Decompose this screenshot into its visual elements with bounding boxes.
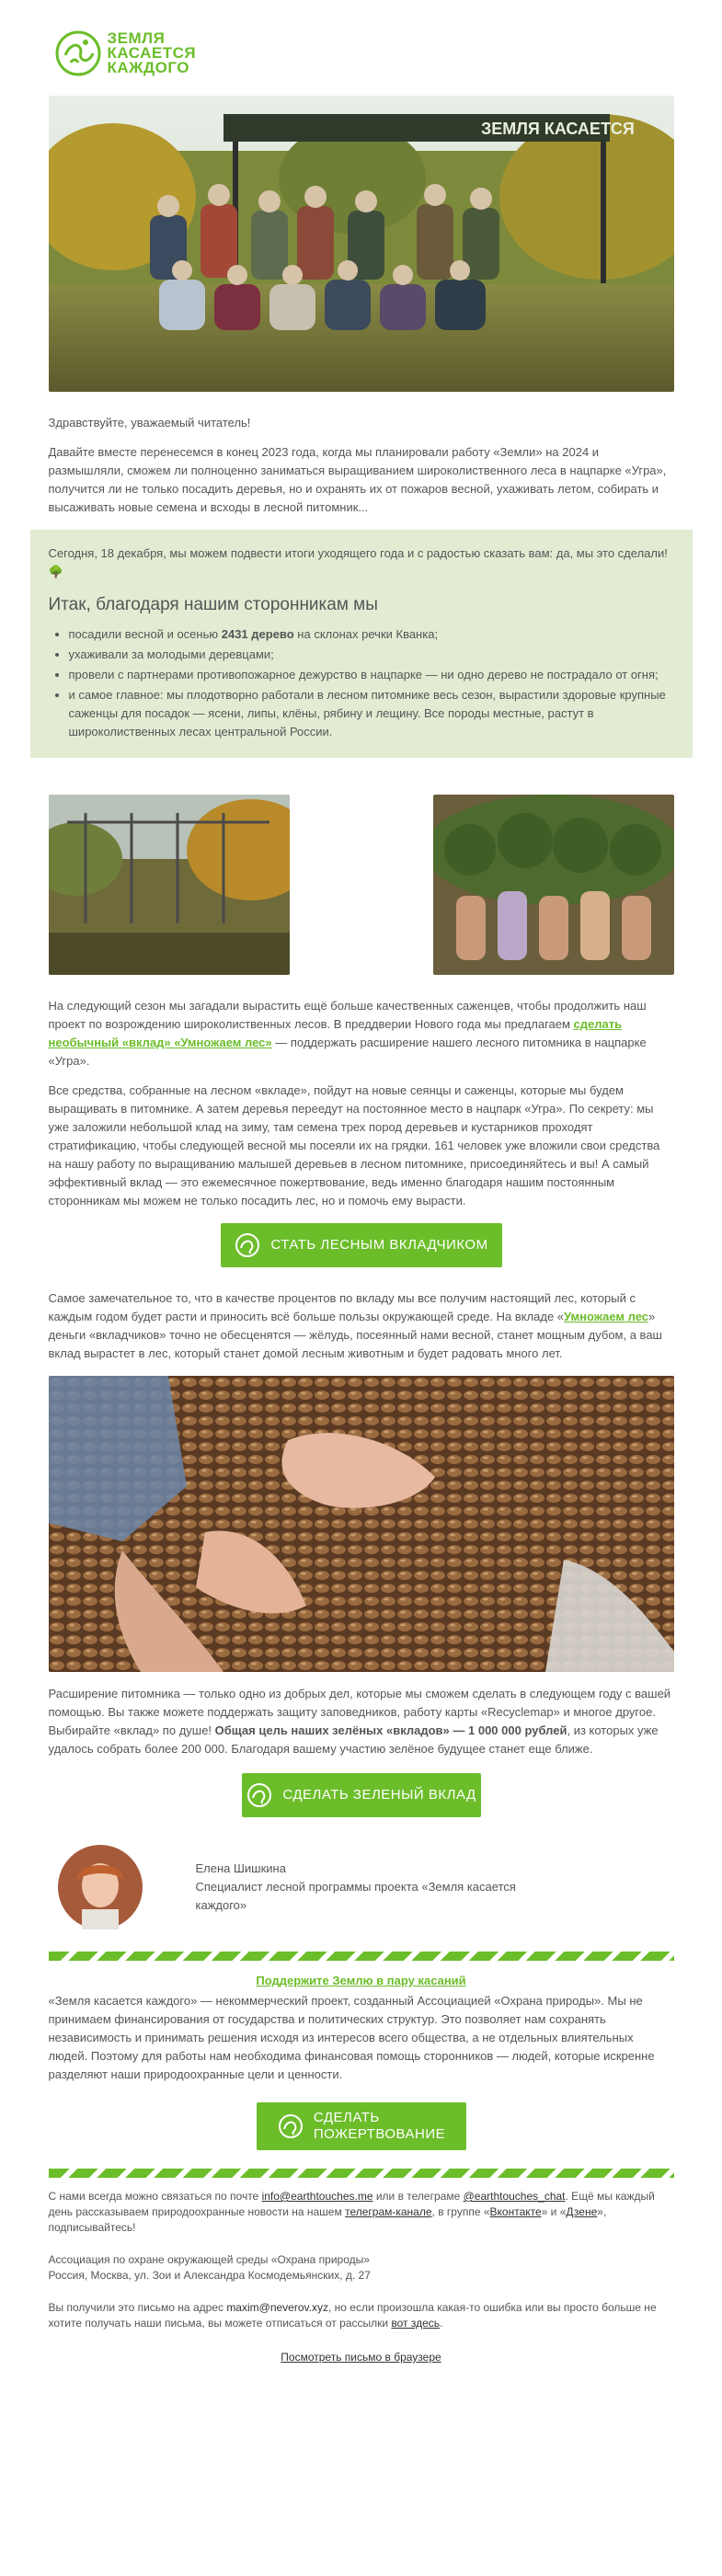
text: , но если произошла какая-то ошибка или вы просто больше не хотите получать наши письма, вы можете отписаться от рассылки	[48, 2301, 657, 2330]
achievements-list	[49, 625, 674, 741]
hand-leaf-icon	[246, 1780, 273, 1811]
support-section	[49, 1972, 674, 2084]
expansion-section	[49, 1685, 674, 1758]
signer-name: Елена Шишкина	[195, 1861, 286, 1875]
greeting-text: Здравствуйте, уважаемый читатель!	[48, 416, 251, 429]
logo-line-1: ЗЕМЛЯ	[107, 29, 166, 47]
forest-deposit-link[interactable]: сделать необычный «вклад» «Умножаем лес»	[48, 1017, 623, 1049]
list-item-text: провели с партнерами противопожарное дежурство в нацпарке — ни одно дерево не пострадало от огня;	[68, 668, 659, 681]
support-title-link[interactable]: Поддержите Землю в пару касаний	[256, 1974, 466, 1987]
list-item	[69, 646, 674, 664]
interest-text	[49, 1289, 674, 1363]
unsubscribe-link[interactable]: вот здесь	[391, 2317, 441, 2330]
telegram-chat-link[interactable]: @earthtouches_chat	[463, 2190, 566, 2203]
make-donation-button[interactable]	[257, 2102, 466, 2150]
become-forest-investor-label: СТАТЬ ЛЕСНЫМ ВКЛАДЧИКОМ	[270, 1237, 488, 1253]
become-forest-investor-button[interactable]	[221, 1223, 502, 1267]
next-season-p1	[49, 997, 674, 1070]
footer	[49, 2189, 674, 2365]
logo[interactable]	[51, 0, 674, 83]
vk-link[interactable]: Вконтакте	[489, 2205, 542, 2218]
saplings-image	[433, 795, 674, 975]
donation-line-2: ПОЖЕРТВОВАНИЕ	[313, 2126, 446, 2142]
text: Вы получили это письмо на адрес	[48, 2301, 227, 2314]
hand-leaf-icon	[277, 2111, 304, 2142]
summary-lead: Сегодня, 18 декабря, мы можем подвести итоги уходящего года и с радостью сказать вам: да, мы это сделали! 🌳	[48, 546, 668, 578]
make-green-deposit-label: СДЕЛАТЬ ЗЕЛЕНЫЙ ВКЛАД	[282, 1787, 476, 1803]
unsubscribe-text	[49, 2300, 674, 2331]
text: », подписывайтесь!	[48, 2205, 607, 2234]
make-donation-label	[314, 2110, 445, 2143]
telegram-channel-link[interactable]: телеграм-канале	[345, 2205, 432, 2218]
text: Расширение питомника — только одно из добрых дел, которые мы сможем сделать в следующем году с вашей помощью. Вы также можете поддержать защиту заповедников, работу карты «Recyclemap» и многое другое. Выбирайте «вклад» по душе!	[48, 1687, 671, 1737]
cta-2-wrap	[49, 1773, 674, 1817]
next-season-section	[49, 997, 674, 1210]
list-item	[69, 666, 674, 684]
recipient-address: maxim@neverov.xyz	[226, 2301, 328, 2314]
avatar	[58, 1845, 143, 1929]
earth-hand-logo-icon	[52, 28, 104, 79]
text: С нами всегда можно связаться по почте	[48, 2190, 262, 2203]
summary-block	[30, 530, 693, 758]
list-item-text: посадили весной и осенью	[68, 627, 222, 641]
footer-contacts	[49, 2189, 674, 2236]
list-item	[69, 625, 674, 644]
expansion-text	[49, 1685, 674, 1758]
interest-section	[49, 1289, 674, 1363]
text: . Ещё мы каждый день рассказываем природоохранные новости на нашем	[48, 2190, 655, 2218]
view-in-browser-link[interactable]: Посмотреть письмо в браузере	[281, 2351, 441, 2364]
text: » деньги «вкладчиков» точно не обесценятся — жёлудь, посеянный нами весной, станет мощным дубом, а ваш вклад вырастет в лес, который станет домой лесным животным и будет радовать много лет.	[48, 1310, 662, 1360]
text: — поддержать расширение нашего лесного питомника в нацпарке «Угра».	[48, 1036, 647, 1068]
greeting-section	[49, 414, 674, 517]
dzen-link[interactable]: Дзене	[566, 2205, 598, 2218]
team-photo-image	[49, 96, 674, 392]
nursery-greenhouse-image	[49, 795, 290, 975]
logo-line-2: КАСАЕТСЯ	[107, 44, 197, 62]
list-item-text: и самое главное: мы плодотворно работали в лесном питомнике весь сезон, вырастили здоровые крупные саженцы для посадок — ясени, липы, клёны, рябину и лещину. Все породы местные, растут в широколиственных лесах центральной России.	[68, 688, 666, 738]
logo-wordmark	[108, 31, 197, 75]
logo-line-3: КАЖДОГО	[107, 59, 189, 76]
donation-line-1: СДЕЛАТЬ	[313, 2110, 380, 2125]
next-season-p2: Все средства, собранные на лесном «вкладе», пойдут на новые сеянцы и саженцы, которые мы будем выращивать в питомнике. А затем деревья переедут на постоянное место в нацпарк «Угра». По секрету: мы уже заложили небольшой клад на зиму, там семена трех пород деревьев и кустарников проходят стратификацию, чтобы следующей весной мы посеяли их на грядки. 161 человек уже вложили свои средства на нашу работу по выращиванию малышей деревьев в лесном питомнике, присоединяйтесь и вы! А самый эффективный вклад — это ежемесячное пожертвование, ведь именно благодаря нашим постоянным сторонникам мы можем не только посадить лес, но и помочь ему вырасти.	[48, 1083, 660, 1208]
cta-3-wrap	[49, 2102, 674, 2150]
signature	[49, 1845, 674, 1929]
text: .	[440, 2317, 443, 2330]
goal-bold: Общая цель наших зелёных «вкладов» — 1 000 000 рублей	[214, 1723, 567, 1737]
text: На следующий сезон мы загадали вырастить ещё больше качественных саженцев, чтобы продолжить наш проект по возрождению широколиственных лесов. В преддверии Нового года мы предлагаем	[48, 999, 647, 1031]
list-item-text: на склонах речки Кванка;	[293, 627, 439, 641]
intro-text: Давайте вместе перенесемся в конец 2023 года, когда мы планировали работу «Земли» на 2024 и размышляли, сможем ли полноценно заниматься выращиванием широколиственного леса в нацпарке «Угра», получится ли не только посадить деревья, но и охранять их от пожаров весной, ухаживать летом, собирать и высаживать новые семена и всходы в лесной питомник...	[48, 445, 667, 514]
hands-with-acorns-image	[49, 1376, 674, 1672]
hand-leaf-icon	[234, 1230, 261, 1261]
text: или в телеграме	[372, 2190, 464, 2203]
multiply-forest-link[interactable]: Умножаем лес	[564, 1310, 648, 1323]
list-item-text: ухаживали за молодыми деревцами;	[68, 647, 274, 661]
summary-heading: Итак, благодаря нашим сторонникам мы	[48, 595, 378, 614]
org-name: Ассоциация по охране окружающей среды «Охрана природы»	[48, 2253, 370, 2266]
support-text: «Земля касается каждого» — некоммерческий проект, созданный Ассоциацией «Охрана природы». Мы не принимаем финансирования от государства и политических структур. Это позволяет нам сохранять независимость и принимать решения исходя из интересов всего общества, а не отдельных влиятельных людей. Поэтому для работы нам необходима финансовая помощь сторонников — людей, которые искренне разделяют наши природоохранные цели и ценности.	[48, 1994, 655, 2081]
nursery-photos	[49, 795, 674, 975]
dashed-divider	[49, 1952, 674, 1961]
cta-1-wrap	[49, 1223, 674, 1267]
signature-text	[196, 1860, 564, 1915]
list-item-bold: 2431 дерево	[221, 627, 294, 641]
seeds-photo	[49, 1376, 674, 1672]
email-link[interactable]: info@earthtouches.me	[261, 2190, 373, 2203]
org-address: Россия, Москва, ул. Зои и Александра Космодемьянских, д. 27	[48, 2269, 371, 2282]
text: » и «	[541, 2205, 567, 2218]
text: , в группе «	[431, 2205, 490, 2218]
hero-photo	[49, 96, 674, 392]
make-green-deposit-button[interactable]	[242, 1773, 481, 1817]
text: Самое замечательное то, что в качестве процентов по вкладу мы все получим настоящий лес, который с каждым годом будет расти и приносить всё больше пользы окружающей среде. На вкладе «	[48, 1291, 636, 1323]
hero-sign-text: ЗЕМЛЯ КАСАЕТСЯ	[480, 120, 635, 138]
text: , из которых уже удалось собрать более 200 000. Благодаря вашему участию зелёное будущее станет еще ближе.	[48, 1723, 659, 1756]
email-container	[49, 0, 674, 2365]
signer-role: Специалист лесной программы проекта «Земля касается каждого»	[195, 1880, 516, 1912]
list-item	[69, 686, 674, 741]
dashed-divider	[49, 2169, 674, 2178]
